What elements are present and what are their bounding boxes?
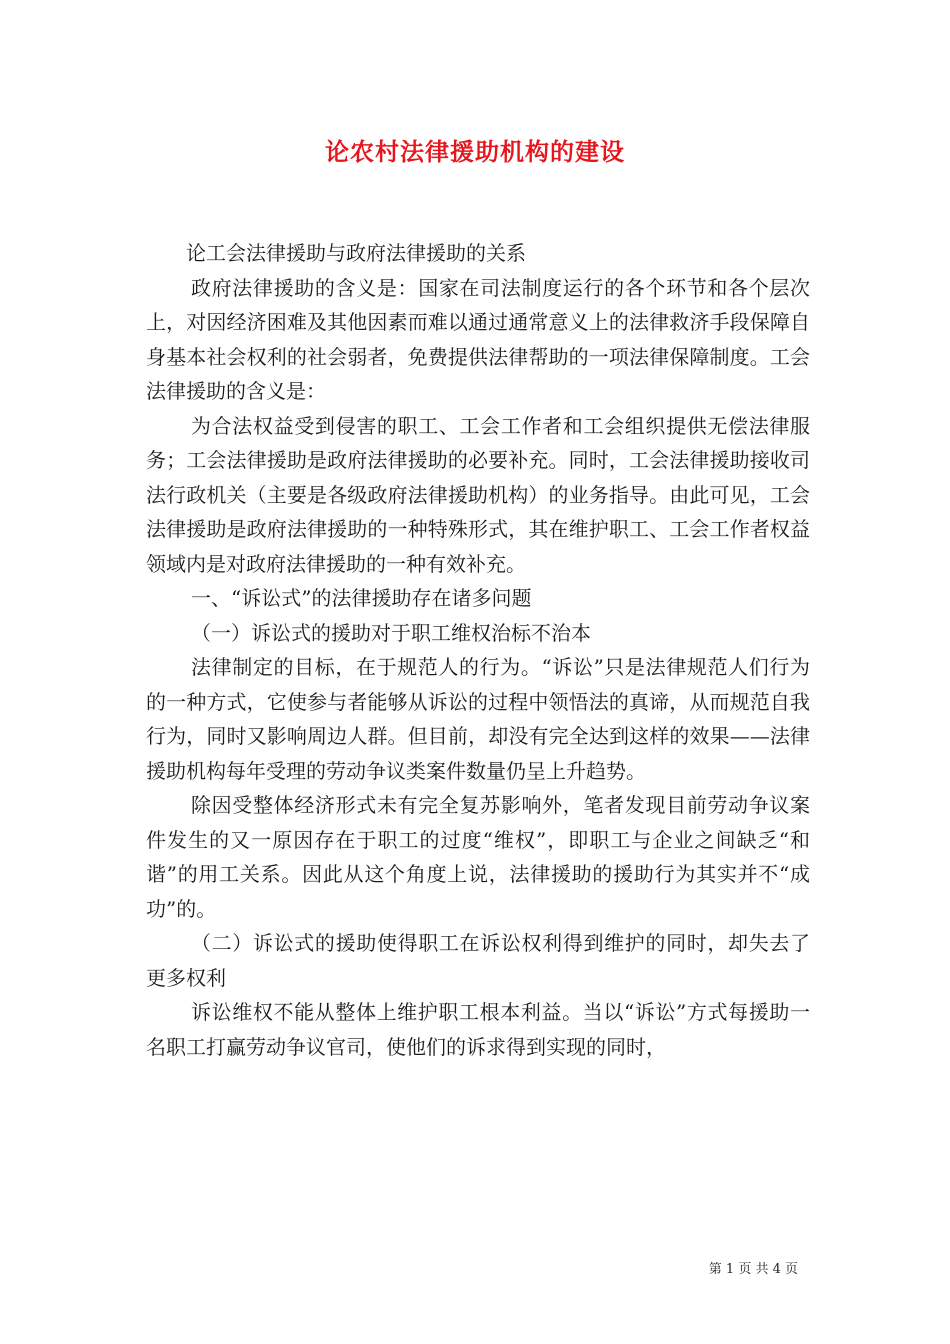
section-heading: 一、“诉讼式”的法律援助存在诸多问题	[191, 586, 532, 610]
document-body	[146, 236, 810, 1064]
page-number-footer: 第 1 页 共 4 页	[708, 1262, 798, 1277]
paragraph: 为合法权益受到侵害的职工、工会工作者和工会组织提供无偿法律服务；工会法律援助是政府法律援助的必要补充。同时，工会法律援助接收司法行政机关（主要是各级政府法律援助机构）的业务指导。由此可见，工会法律援助是政府法律援助的一种特殊形式，其在维护职工、工会工作者权益领域内是对政府法律援助的一种有效补充。	[146, 413, 810, 576]
paragraph-subtitle: 论工会法律援助与政府法律援助的关系	[186, 241, 526, 265]
subsection-heading: （一）诉讼式的援助对于职工维权治标不治本	[191, 620, 591, 645]
subsection-heading: （二）诉讼式的援助使得职工在诉讼权利得到维护的同时，却失去了更多权利	[146, 931, 810, 990]
paragraph: 政府法律援助的含义是：国家在司法制度运行的各个环节和各个层次上，对因经济困难及其他因素而难以通过通常意义上的法律救济手段保障自身基本社会权利的社会弱者，免费提供法律帮助的一项法律保障制度。工会法律援助的含义是：	[146, 275, 810, 403]
paragraph: 诉讼维权不能从整体上维护职工根本利益。当以“诉讼”方式每援助一名职工打赢劳动争议官司，使他们的诉求得到实现的同时，	[146, 1000, 810, 1059]
paragraph: 除因受整体经济形式未有完全复苏影响外，笔者发现目前劳动争议案件发生的又一原因存在于职工的过度“维权”，即职工与企业之间缺乏“和谐”的用工关系。因此从这个角度上说，法律援助的援助行为其实并不“成功”的。	[146, 793, 810, 921]
document-title: 论农村法律援助机构的建设	[325, 137, 625, 166]
paragraph: 法律制定的目标，在于规范人的行为。“诉讼”只是法律规范人们行为的一种方式，它使参与者能够从诉讼的过程中领悟法的真谛，从而规范自我行为，同时又影响周边人群。但目前，却没有完全达到这样的效果——法律援助机构每年受理的劳动争议类案件数量仍呈上升趋势。	[146, 655, 810, 783]
